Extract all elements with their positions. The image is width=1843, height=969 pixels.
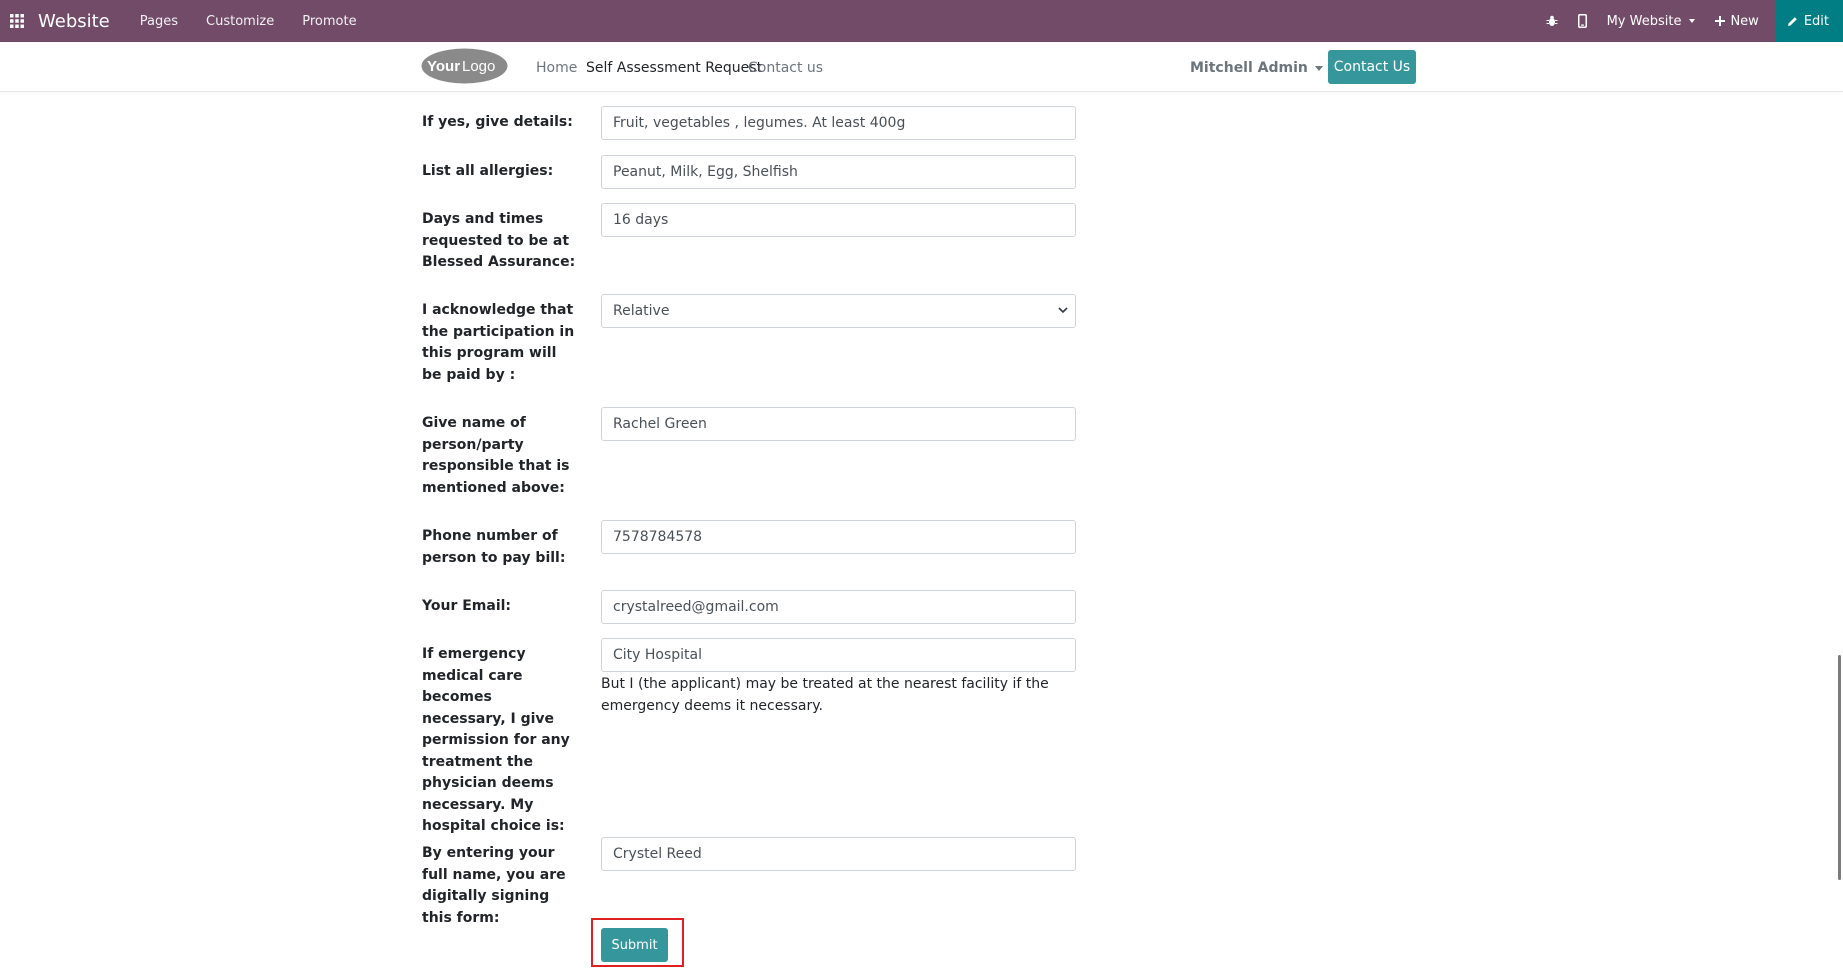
chevron-down-icon bbox=[1689, 19, 1695, 23]
menu-customize[interactable]: Customize bbox=[206, 13, 275, 29]
signature-input[interactable]: Crystel Reed bbox=[601, 837, 1076, 871]
new-button-label: New bbox=[1730, 13, 1759, 29]
paid-by-selected: Relative bbox=[613, 303, 670, 319]
menu-pages[interactable]: Pages bbox=[139, 13, 179, 29]
allergies-input[interactable]: Peanut, Milk, Egg, Shelfish bbox=[601, 155, 1076, 189]
user-menu[interactable] bbox=[1190, 60, 1323, 76]
mobile-preview-icon[interactable] bbox=[1578, 14, 1587, 28]
chevron-down-icon bbox=[1058, 307, 1068, 314]
email-input[interactable]: crystalreed@gmail.com bbox=[601, 590, 1076, 624]
label-signature: By entering your full name, you are digitally signing this form: bbox=[422, 845, 566, 926]
label-email: Your Email: bbox=[422, 598, 512, 614]
plus-icon bbox=[1715, 16, 1725, 26]
label-days-times: Days and times requested to be at Blessed Assurance: bbox=[422, 211, 576, 270]
odoo-top-bar bbox=[0, 0, 1843, 42]
hospital-help-text: But I (the applicant) may be treated at the nearest facility if the emergency deems it necessary. bbox=[601, 676, 1049, 714]
scrollbar-thumb[interactable] bbox=[1838, 655, 1841, 880]
user-name: Mitchell Admin bbox=[1190, 60, 1308, 76]
label-responsible-party: Give name of person/party responsible that is mentioned above: bbox=[422, 415, 570, 496]
website-switcher[interactable] bbox=[1607, 14, 1696, 29]
days-times-input[interactable]: 16 days bbox=[601, 203, 1076, 237]
debug-bug-icon[interactable] bbox=[1546, 15, 1558, 27]
new-button[interactable] bbox=[1715, 14, 1758, 29]
nav-self-assessment-request[interactable]: Self Assessment Request bbox=[586, 60, 763, 76]
logo-logo-text: Logo bbox=[462, 58, 496, 75]
paid-by-select[interactable] bbox=[601, 294, 1076, 328]
submit-button[interactable]: Submit bbox=[601, 928, 668, 962]
apps-menu-icon[interactable] bbox=[0, 0, 34, 42]
label-details: If yes, give details: bbox=[422, 114, 573, 130]
nav-home[interactable]: Home bbox=[536, 60, 578, 76]
website-switcher-label: My Website bbox=[1606, 13, 1682, 29]
label-paid-by: I acknowledge that the participation in this program will be paid by : bbox=[422, 302, 575, 383]
logo-your-text: Your bbox=[427, 58, 461, 75]
contact-us-button[interactable]: Contact Us bbox=[1328, 50, 1416, 84]
edit-button-label: Edit bbox=[1803, 13, 1829, 29]
site-header bbox=[0, 42, 1843, 92]
topbar-right bbox=[1536, 0, 1843, 42]
label-hospital-choice: If emergency medical care becomes necessary, I give permission for any treatment the physician deems necessary. My hospital choice is: bbox=[422, 646, 570, 834]
hospital-choice-input[interactable]: City Hospital bbox=[601, 638, 1076, 672]
app-brand[interactable]: Website bbox=[38, 10, 110, 32]
menu-promote[interactable]: Promote bbox=[302, 13, 357, 29]
chevron-down-icon bbox=[1315, 66, 1323, 71]
nav-contact-us[interactable]: Contact us bbox=[748, 60, 824, 76]
pencil-icon bbox=[1787, 16, 1798, 27]
responsible-party-input[interactable]: Rachel Green bbox=[601, 407, 1076, 441]
edit-button[interactable] bbox=[1775, 0, 1843, 42]
site-logo[interactable] bbox=[421, 48, 508, 84]
details-input[interactable]: Fruit, vegetables , legumes. At least 400g bbox=[601, 106, 1076, 140]
phone-input[interactable]: 7578784578 bbox=[601, 520, 1076, 554]
label-allergies: List all allergies: bbox=[422, 163, 554, 179]
label-phone: Phone number of person to pay bill: bbox=[422, 528, 566, 566]
